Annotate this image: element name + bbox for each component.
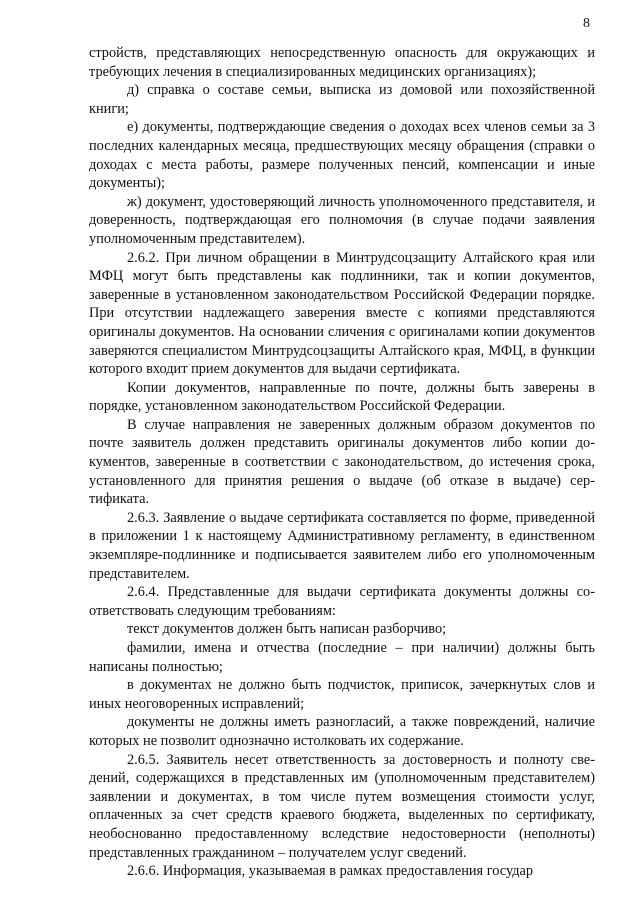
requirement-no-corrections: в документах не должно быть подчисток, приписок, зачеркнутых слов и иных неоговоренных исправлений; <box>89 677 595 712</box>
document-body <box>89 44 595 881</box>
paragraph-2-6-3: 2.6.3. Заявление о выдаче сертификата составляется по форме, приведенной в приложении 1 к настоящему Административному регламенту, в единственном экземпляре-подлиннике и подписывается заявителем либо его уполномоченным представителем. <box>89 509 595 582</box>
paragraph-continuation: стройств, представляющих непосредственную опасность для окружающих и требующих лечения в специализированных медицинских организациях); <box>89 45 595 80</box>
paragraph-2-6-2: 2.6.2. При личном обращении в Минтрудсоцзащиту Алтайского края или МФЦ могут быть представлены как подлинники, так и копии документов, заверенные в установленном законодательством Российской Федерации порядке. При отсутствии надлежащего заверения вместе с копиями представляются оригиналы документов. На основании сличения с оригиналами копии документов заверяются специалистом Минтрудсоцзащиты Алтайского края, МФЦ, в функции которого входит прием документов для выдачи сертификата. <box>89 249 595 378</box>
requirement-legible: текст документов должен быть написан разборчиво; <box>127 621 447 638</box>
requirement-no-damage: документы не должны иметь разногласий, а также повреждений, наличие которых не позволит однозначно истолковать их содержание. <box>89 714 595 749</box>
paragraph-item-e: е) документы, подтверждающие сведения о доходах всех членов семьи за 3 последних календарных месяца, предшествующих месяцу обращения (справки о доходах с места работы, размере полученных пенсий, компенсации и иные документы); <box>89 119 595 192</box>
paragraph-2-6-5: 2.6.5. Заявитель несет ответственность за достоверность и полноту сведений, содержащихся в представленных им (уполномоченным представителем) заявлении и документах, в том числе путем возмещения стоимости услуг, оплаченных за счет средств краевого бюджета, выделенных по сертификату, необоснованно предоставленному вследствие недостоверности (неполноты) представленных гражданином – получателем услуг сведений. <box>89 751 595 861</box>
paragraph-item-zh: ж) документ, удостоверяющий личность уполномоченного представителя, и доверенность, подтверждающая его полномочия (в случае подачи заявления уполномоченным представителем). <box>89 193 595 247</box>
paragraph-unverified-docs: В случае направления не заверенных должным образом документов по почте заявитель должен представить оригиналы документов либо копии документов, заверенные в соответствии с законодательством, до истечения срока, установленного для принятия решения о выдаче (об отказе в выдаче) сертификата. <box>89 416 595 508</box>
paragraph-2-6-4: 2.6.4. Представленные для выдачи сертификата документы должны соответствовать следующим требованиям: <box>89 584 595 619</box>
page-number: 8 <box>583 16 590 31</box>
paragraph-item-d: д) справка о составе семьи, выписка из домовой или похозяйственной книги; <box>89 82 595 117</box>
requirement-full-names: фамилии, имена и отчества (последние – при наличии) должны быть написаны полностью; <box>89 640 595 675</box>
paragraph-2-6-6: 2.6.6. Информация, указываемая в рамках предоставления государ <box>127 863 534 880</box>
paragraph-mail-copies: Копии документов, направленные по почте, должны быть заверены в порядке, установленном законодательством Российской Федерации. <box>89 379 595 415</box>
